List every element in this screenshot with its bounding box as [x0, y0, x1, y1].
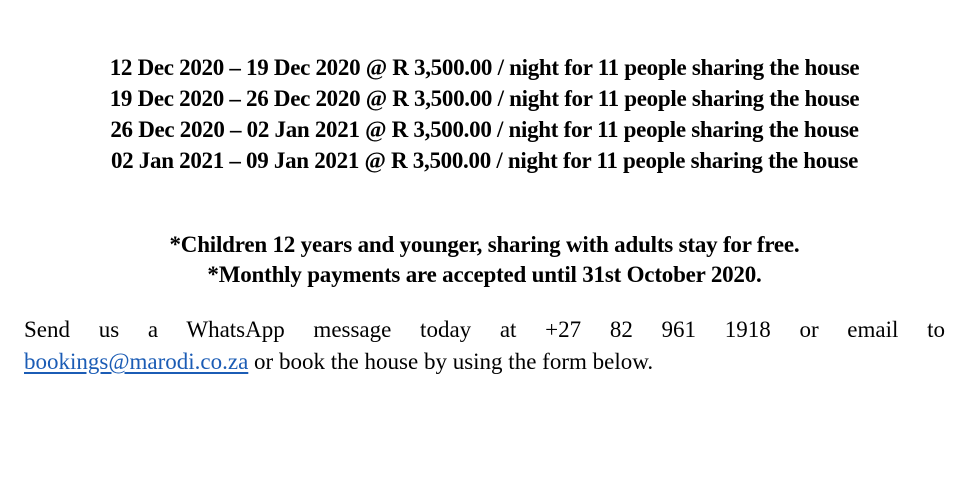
rate-line: 02 Jan 2021 – 09 Jan 2021 @ R 3,500.00 / night for 11 people sharing the house	[110, 148, 859, 173]
note-monthly-payments: *Monthly payments are accepted until 31st October 2020.	[207, 262, 762, 287]
contact-line-1: Send us a WhatsApp message today at +27 82 961 1918 or email to	[24, 317, 945, 342]
rate-line: 19 Dec 2020 – 26 Dec 2020 @ R 3,500.00 / night for 11 people sharing the house	[109, 86, 860, 111]
document-page	[0, 52, 967, 480]
email-link[interactable]: bookings@marodi.co.za	[24, 349, 249, 374]
rate-line: 12 Dec 2020 – 19 Dec 2020 @ R 3,500.00 / night for 11 people sharing the house	[109, 55, 860, 80]
rates-block	[24, 52, 945, 176]
note-children-free: *Children 12 years and younger, sharing with adults stay for free.	[169, 232, 800, 257]
rate-line: 26 Dec 2020 – 02 Jan 2021 @ R 3,500.00 / night for 11 people sharing the house	[110, 117, 859, 142]
contact-paragraph	[24, 314, 945, 378]
notes-block	[24, 230, 945, 290]
contact-line-2	[24, 346, 945, 378]
contact-line-2-text: or book the house by using the form below.	[248, 349, 654, 374]
